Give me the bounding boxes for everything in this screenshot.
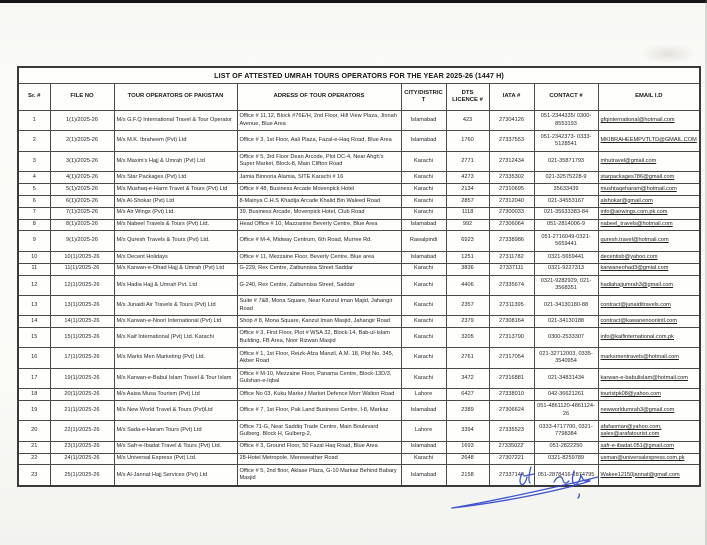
cell-contact: 0300-2533307 <box>534 328 598 348</box>
cell-city: Karachi <box>401 453 446 465</box>
cell-dts: 2134 <box>446 183 489 195</box>
cell-address: Office 71-G, Near Saddiq Trade Centre, Main Boulevard Gulberg, Block H, Gulberg-2, <box>237 421 401 441</box>
cell-contact: 0321-9227313 <box>534 263 598 275</box>
cell-file-no: 6(1)/2025-26 <box>50 195 114 207</box>
cell-operator: M/s Air Wings (Pvt) Ltd. <box>114 207 237 219</box>
column-header-city: CITY/DISTRICT <box>401 84 446 111</box>
cell-dts: 4406 <box>446 275 489 295</box>
cell-sr: 7 <box>18 207 50 219</box>
table-row <box>18 441 700 453</box>
cell-sr: 6 <box>18 195 50 207</box>
scan-edge-top <box>0 0 707 3</box>
table-row <box>18 111 700 131</box>
cell-email: gfqinternational@hotmail.com <box>598 111 700 131</box>
cell-contact: 051-2344335/ 0300-8553193 <box>534 111 598 131</box>
cell-email: Wakee12150jannat@gmail.com <box>598 465 700 486</box>
cell-email: nabeel_travels@hotmail.com <box>598 219 700 231</box>
column-header-iata: IATA # <box>489 84 534 111</box>
cell-contact: 021-32575228-9 <box>534 171 598 183</box>
cell-operator: M/s Al-Jannat Hajj Services (Pvt) Ltd <box>114 465 237 486</box>
table-row <box>18 195 700 207</box>
cell-address: Office # 11, Mezzaine Floor, Beverly Centre, Blue area <box>237 251 401 263</box>
cell-iata: 27312434 <box>489 151 534 171</box>
table-row <box>18 231 700 251</box>
cell-dts: 6923 <box>446 231 489 251</box>
cell-file-no: 5(1)/2025-26 <box>50 183 114 195</box>
cell-address: G-240, Rex Centre, Zaibunnisa Street, Saddar <box>237 275 401 295</box>
cell-city: Islamabad <box>401 251 446 263</box>
cell-file-no: 1(1)/2025-26 <box>50 111 114 131</box>
cell-file-no: 25(1)/2025-26 <box>50 465 114 486</box>
cell-contact: 021-34553167 <box>534 195 598 207</box>
cell-contact: 042-36621261 <box>534 389 598 401</box>
cell-contact: 0321-9282929, 021-3568351 <box>534 275 598 295</box>
cell-file-no: 10(1)/2025-26 <box>50 251 114 263</box>
cell-sr: 2 <box>18 131 50 151</box>
cell-dts: 2648 <box>446 453 489 465</box>
cell-contact: 021-35633383-84 <box>534 207 598 219</box>
cell-address: Office # 3, First Floor, Plot # WSA 32, Block-14, Bab-ul-Islam Building, FB Area, Noor Rizwan Masjid <box>237 328 401 348</box>
cell-dts: 2857 <box>446 195 489 207</box>
cell-address: Suite # 7&8, Mona Square, Near Kanzul Iman Majid, Jahangir Road <box>237 295 401 315</box>
cell-file-no: 24(1)/2025-26 <box>50 453 114 465</box>
table-row <box>18 171 700 183</box>
cell-operator: M/s Mushaq-e-Harm Travel & Tours (Pvt) Ltd <box>114 183 237 195</box>
table-row <box>18 131 700 151</box>
cell-email: info@airwings.com.pk.com <box>598 207 700 219</box>
cell-file-no: 13(1)/2025-26 <box>50 295 114 315</box>
cell-address: Office # 3, 1st Floor, Aali Plaza, Fazal-e-Haq Road, Blue Area <box>237 131 401 151</box>
cell-iata: 27310695 <box>489 183 534 195</box>
cell-file-no: 3(1)/2025-26 <box>50 151 114 171</box>
cell-email: marksmentravels@hotmail.com <box>598 348 700 368</box>
cell-sr: 14 <box>18 316 50 328</box>
scan-smudge <box>640 44 696 64</box>
cell-operator: M/s Maxim's Hajj & Umrah (Pvt) Ltd <box>114 151 237 171</box>
cell-file-no: 23(1)/2025-26 <box>50 441 114 453</box>
cell-operator: M/s Decent Holidays <box>114 251 237 263</box>
cell-email: mushtaqeharam@hotmail.com <box>598 183 700 195</box>
table-row <box>18 263 700 275</box>
cell-contact: 051-2716049-0321-5659441 <box>534 231 598 251</box>
table-row <box>18 251 700 263</box>
table-row <box>18 183 700 195</box>
cell-dts: 2158 <box>446 465 489 486</box>
cell-dts: 3472 <box>446 368 489 388</box>
cell-dts: 992 <box>446 219 489 231</box>
cell-dts: 3394 <box>446 421 489 441</box>
cell-address: G-229, Rex Centre, Zaibunnisa Street Saddar <box>237 263 401 275</box>
cell-sr: 19 <box>18 400 50 420</box>
table-row <box>18 400 700 420</box>
cell-sr: 10 <box>18 251 50 263</box>
cell-sr: 12 <box>18 275 50 295</box>
cell-city: Islamabad <box>401 400 446 420</box>
cell-address: Office # 5, 2nd floor, Aklase Plaza, G-10 Markaz Behind Babary Masjid <box>237 465 401 486</box>
cell-sr: 13 <box>18 295 50 315</box>
cell-operator: M/s Hadia Hajj & Umrah Pvt. Ltd <box>114 275 237 295</box>
cell-address: Office # 48, Business Arcade Movenpick Hotel <box>237 183 401 195</box>
table-header-row <box>18 84 700 111</box>
cell-dts: 3205 <box>446 328 489 348</box>
cell-dts: 2389 <box>446 400 489 420</box>
cell-iata: 27311782 <box>489 251 534 263</box>
cell-dts: 2379 <box>446 316 489 328</box>
cell-iata: 27304126 <box>489 111 534 131</box>
cell-iata: 27335674 <box>489 275 534 295</box>
cell-address: Office # 3, Ground Floor, 50 Fazal Haq Road, Blue Area <box>237 441 401 453</box>
cell-iata: 27311395 <box>489 295 534 315</box>
cell-city: Rawalpindi <box>401 231 446 251</box>
cell-operator: M/s Quresh Travels & Tours (Pvt) Ltd. <box>114 231 237 251</box>
cell-city: Karachi <box>401 195 446 207</box>
cell-sr: 4 <box>18 171 50 183</box>
cell-address: Jamia Binnoria Alamia, SITE Karachi # 16 <box>237 171 401 183</box>
cell-contact: 021-34130180-88 <box>534 295 598 315</box>
cell-operator: M/s Safr-e-Ibadat Travel & Tours (Pvt) Ltd. <box>114 441 237 453</box>
cell-contact: 0321-5659441 <box>534 251 598 263</box>
cell-address: 39, Business Arcade, Movenpick Hotel, Club Road <box>237 207 401 219</box>
cell-iata: 27335022' <box>489 441 534 453</box>
cell-file-no: 9(1)/2025-26 <box>50 231 114 251</box>
cell-sr: 21 <box>18 441 50 453</box>
signature-scribble <box>438 464 614 518</box>
column-header-contact: CONTACT # <box>534 84 598 111</box>
cell-sr: 3 <box>18 151 50 171</box>
cell-iata: 27337553 <box>489 131 534 151</box>
cell-iata: 27307221 <box>489 453 534 465</box>
cell-file-no: 11(1)/2025-26 <box>50 263 114 275</box>
cell-dts: 423 <box>446 111 489 131</box>
cell-email: karwaneohad3@gmial.com <box>598 263 700 275</box>
cell-file-no: 17(1)/2025-26 <box>50 348 114 368</box>
cell-city: Karachi <box>401 316 446 328</box>
cell-file-no: 22(1)/2025-26 <box>50 421 114 441</box>
cell-sr: 20 <box>18 421 50 441</box>
cell-address: Office # M-10, Mezzaine Floor, Panama Centre, Block-13D/3, Gulshan-e-Iqbal <box>237 368 401 388</box>
cell-iata: 27335523 <box>489 421 534 441</box>
cell-file-no: 20(1)/2025-26 <box>50 389 114 401</box>
page-title: LIST OF ATTESTED UMRAH TOURS OPERATORS FOR THE YEAR 2025-26 (1447 H) <box>18 67 700 84</box>
cell-city: Karachi <box>401 348 446 368</box>
cell-operator: M/s Al-Shokar (Pvt) Ltd <box>114 195 237 207</box>
cell-file-no: 12(1)/2025-26 <box>50 275 114 295</box>
cell-address: Office # M-4, Midway Centrum, 6th Road, Murree Rd. <box>237 231 401 251</box>
cell-file-no: 21(1)/2025-26 <box>50 400 114 420</box>
cell-contact: 021-34130188 <box>534 316 598 328</box>
cell-email: touristpk08@yahoo.com <box>598 389 700 401</box>
cell-address: Shop # 8, Mona Square, Kanzul Iman Masjid, Jahangir Road <box>237 316 401 328</box>
cell-iata: 27306624 <box>489 400 534 420</box>
table-row <box>18 316 700 328</box>
cell-city: Karachi <box>401 295 446 315</box>
cell-file-no: 2(1)/2025-26 <box>50 131 114 151</box>
cell-contact: 0321-8259789 <box>534 453 598 465</box>
cell-contact: 021-32712003, 0335-3540954 <box>534 348 598 368</box>
cell-city: Karachi <box>401 207 446 219</box>
cell-city: Karachi <box>401 263 446 275</box>
cell-address: Office No 03, Kuku Marke,t Market Defence Morr Walton Road <box>237 389 401 401</box>
cell-operator: M/s Karwan-e-Ohad Hajj & Umrah (Pvt) Ltd <box>114 263 237 275</box>
cell-email: MKIBRAHEEMPVTLTD@GMAIL.COM <box>598 131 700 151</box>
cell-address: Office # 11,12, Block #76E/H, 2nd Floor, Hill View Plaza, Jinnah Avenue, Blue Area <box>237 111 401 131</box>
cell-address: Office # 5, 3rd Floor Dean Arcode, Plot DC-4, Near Ahgh's Super Market, Block-8, Main Clifton Road <box>237 151 401 171</box>
cell-operator: M/s Sada-e-Haram Tours (Pvt) Ltd <box>114 421 237 441</box>
cell-sr: 1 <box>18 111 50 131</box>
cell-contact: 35633439 <box>534 183 598 195</box>
cell-file-no: 8(1)/2025-26 <box>50 219 114 231</box>
table-row <box>18 328 700 348</box>
cell-operator: M/s Junaidi Air Travels & Tours (Pvt) Ltd <box>114 295 237 315</box>
cell-email: contract@junaiditravels.com <box>598 295 700 315</box>
table-row <box>18 275 700 295</box>
cell-city: Karachi <box>401 171 446 183</box>
cell-sr: 15 <box>18 328 50 348</box>
cell-operator: M/s G.F.Q International Travel & Tour Operator <box>114 111 237 131</box>
cell-contact: 051-4861120-4861124-26 <box>534 400 598 420</box>
cell-iata: 27337111 <box>489 263 534 275</box>
cell-iata: 27335302 <box>489 171 534 183</box>
cell-email: mhutravel@gmail.com <box>598 151 700 171</box>
cell-iata: 27306064 <box>489 219 534 231</box>
cell-dts: 3836 <box>446 263 489 275</box>
cell-city: Islamabad <box>401 465 446 486</box>
column-header-email: EMAIL I.D <box>598 84 700 111</box>
cell-iata: 27300033 <box>489 207 534 219</box>
cell-file-no: 15(1)/2025-26 <box>50 328 114 348</box>
column-header-address: ADRESS OF TOUR OPERATORS <box>237 84 401 111</box>
cell-operator: M/s New World Travel & Tours (Pvt)Ltd <box>114 400 237 420</box>
cell-dts: 1760 <box>446 131 489 151</box>
cell-sr: 18 <box>18 389 50 401</box>
cell-address: 8-Mainya C.H.S Khadija Arcade Khalid Bin Waleed Road <box>237 195 401 207</box>
cell-city: Lahore <box>401 389 446 401</box>
cell-email: quresh.travel@hotmail.com <box>598 231 700 251</box>
table-title-row <box>18 67 700 84</box>
cell-city: Islamabad <box>401 441 446 453</box>
cell-city: Islamabad <box>401 111 446 131</box>
cell-iata: 27308164 <box>489 316 534 328</box>
cell-contact: 051-2814006-9 <box>534 219 598 231</box>
cell-sr: 17 <box>18 368 50 388</box>
cell-city: Karachi <box>401 275 446 295</box>
table-row <box>18 151 700 171</box>
cell-sr: 9 <box>18 231 50 251</box>
table-row <box>18 219 700 231</box>
cell-sr: 11 <box>18 263 50 275</box>
cell-contact: 021-35871793 <box>534 151 598 171</box>
cell-file-no: 14(1)/2025-26 <box>50 316 114 328</box>
cell-contact: 0333-4717700, 0321-7798384 <box>534 421 598 441</box>
cell-operator: M/s Nabeel Travels & Tours (Pvt) Ltd. <box>114 219 237 231</box>
cell-dts: 1251 <box>446 251 489 263</box>
cell-email: usman@universalexpress.com.pk <box>598 453 700 465</box>
cell-email: decentisb@yahoo.com <box>598 251 700 263</box>
column-header-file-no: FILE NO <box>50 84 114 111</box>
cell-contact: 021-34831434 <box>534 368 598 388</box>
operators-table-body <box>18 111 700 487</box>
cell-city: Lahore <box>401 421 446 441</box>
cell-operator: M/s Star Packages (Pvt) Ltd <box>114 171 237 183</box>
cell-sr: 16 <box>18 348 50 368</box>
cell-contact: 051-2878416-2874795 <box>534 465 598 486</box>
cell-dts: 6427 <box>446 389 489 401</box>
cell-operator: M/s M.K. Ibraheem (Pvt) Ltd <box>114 131 237 151</box>
cell-email: starpackages786@gmail.com <box>598 171 700 183</box>
cell-operator: M/s Karwan-e-Babul Islam Travel & Tour Islam <box>114 368 237 388</box>
column-header-dts-licence: DTS LICENCE # <box>446 84 489 111</box>
table-row <box>18 389 700 401</box>
operators-table <box>17 66 701 487</box>
cell-operator: M/s Kaif International (Pvt) Ltd. Karachi <box>114 328 237 348</box>
table-row <box>18 348 700 368</box>
cell-sr: 5 <box>18 183 50 195</box>
cell-file-no: 7(1)/2025-26 <box>50 207 114 219</box>
cell-city: Karachi <box>401 328 446 348</box>
cell-dts: 1118 <box>446 207 489 219</box>
cell-iata: 27337144 <box>489 465 534 486</box>
cell-email: afafaoman@yahoo.com, sales@arafatourist.com <box>598 421 700 441</box>
cell-city: Karachi <box>401 183 446 195</box>
cell-contact: 051-2342373- 0333-5128541 <box>534 131 598 151</box>
cell-city: Karachi <box>401 368 446 388</box>
cell-email: info@kaifinternational.com.pk <box>598 328 700 348</box>
cell-iata: 27312040 <box>489 195 534 207</box>
cell-iata: 27317054 <box>489 348 534 368</box>
cell-iata: 27338986 <box>489 231 534 251</box>
cell-iata: 27338010 <box>489 389 534 401</box>
table-row <box>18 421 700 441</box>
column-header-operator: TOUR OPERATORS OF PAKISTAN <box>114 84 237 111</box>
cell-email: hadiahajjumrah3@gmail.com <box>598 275 700 295</box>
cell-email: contract@kawanenooriintl.com <box>598 316 700 328</box>
cell-sr: 8 <box>18 219 50 231</box>
cell-address: Head Office # 10, Mazzanine Beverly Centre, Blue Area <box>237 219 401 231</box>
cell-file-no: 19(1)/2025-26 <box>50 368 114 388</box>
cell-address: 28-Hotel Metropole, Mereweather Road <box>237 453 401 465</box>
cell-operator: M/s Marks Men Marketing (Pvt) Ltd. <box>114 348 237 368</box>
cell-email: safr-e-ibadat.051@gmail.com <box>598 441 700 453</box>
cell-city: Karachi <box>401 151 446 171</box>
cell-operator: M/s Karwan-e-Noori International (Pvt) Ltd <box>114 316 237 328</box>
cell-sr: 23 <box>18 465 50 486</box>
cell-email: newworldumrah3@gmail.com <box>598 400 700 420</box>
column-header-sr: Sr. # <box>18 84 50 111</box>
table-row <box>18 207 700 219</box>
cell-dts: 2761 <box>446 348 489 368</box>
cell-address: Office # 1, 1st Floor, Reizk-Afza Manzil, A.M. 18, Plot No. 345, Akber Road <box>237 348 401 368</box>
cell-dts: 4273 <box>446 171 489 183</box>
cell-city: Islamabad <box>401 131 446 151</box>
cell-operator: M/s Aaisa Musa Tourism (Pvt) Ltd <box>114 389 237 401</box>
cell-sr: 22 <box>18 453 50 465</box>
cell-email: alshokar@gmail.com <box>598 195 700 207</box>
table-row <box>18 368 700 388</box>
cell-iata: 27316881 <box>489 368 534 388</box>
cell-file-no: 4(1)/2025-26 <box>50 171 114 183</box>
cell-operator: M/s Universal Express (Pvt) Ltd. <box>114 453 237 465</box>
cell-dts: 2771 <box>446 151 489 171</box>
cell-email: karwan-e-babulislam@hotmail.com <box>598 368 700 388</box>
cell-city: Islamabad <box>401 219 446 231</box>
cell-contact: 051-2822250 <box>534 441 598 453</box>
cell-iata: 27313790 <box>489 328 534 348</box>
cell-dts: 1693 <box>446 441 489 453</box>
table-row <box>18 295 700 315</box>
cell-dts: 2357 <box>446 295 489 315</box>
cell-address: Office # 7, 1st Floor, Pak Land Business Centre, I-8, Markaz <box>237 400 401 420</box>
